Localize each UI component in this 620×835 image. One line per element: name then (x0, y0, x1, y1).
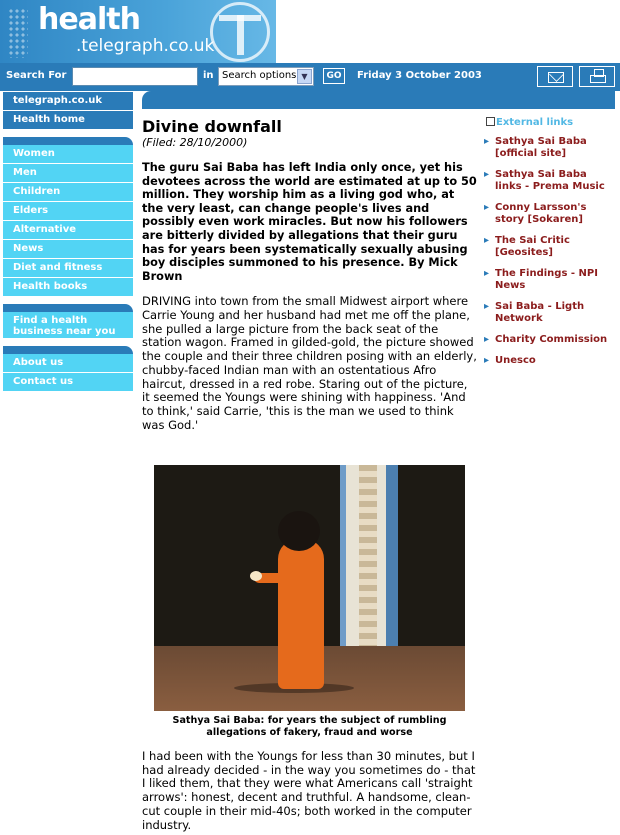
external-link[interactable] (484, 355, 616, 367)
triangle-bullet-icon: ▸ (484, 355, 490, 366)
external-link[interactable] (484, 334, 616, 346)
external-links-sidebar (484, 117, 616, 367)
triangle-bullet-icon: ▸ (484, 169, 490, 180)
nav-section-cap (3, 346, 133, 354)
nav-item-news[interactable]: News (3, 240, 133, 258)
nav-health-home[interactable]: Health home (3, 111, 133, 129)
article-filed-date: (Filed: 28/10/2000) (142, 136, 248, 149)
nav-item-find-business[interactable] (3, 312, 133, 338)
external-link-label: Unesco (495, 355, 536, 366)
article-paragraph: I had been with the Youngs for less than 30 minutes, but I had already decided - in the way you sometimes do - that I liked them, that they were what Americans call 'straight arrows': honest, decent and truthful. A handsome, clean-cut couple in their mid-40s; both worked in the computer industry. (142, 749, 476, 832)
article-paragraph: DRIVING into town from the small Midwest airport where Carrie Young and her husband had met me off the plane, she pulled a large picture from the back seat of the station wagon. Framed in gilded-gold, the picture showed the couple and their three children posing with an elderly, chubby-faced Indian man with an ostentatious Afro haircut, dressed in a red robe. Staring out of the picture, it seemed the Youngs were shining with happiness. 'And to think,' said Carrie, 'this is the man we used to think was God.' (142, 294, 477, 432)
external-link-label: Conny Larsson's story [Sokaren] (495, 202, 587, 225)
nav-item-men[interactable]: Men (3, 164, 133, 182)
article-title: Divine downfall (142, 117, 282, 136)
external-link[interactable] (484, 136, 616, 160)
photo-hand-glow (250, 571, 262, 581)
nav-footer-group (3, 346, 133, 391)
left-navigation (3, 92, 133, 392)
photo-figure-head (278, 511, 320, 551)
article-photo (154, 465, 465, 711)
telegraph-t-icon (210, 2, 270, 62)
current-date: Friday 3 October 2003 (357, 70, 482, 81)
envelope-icon (548, 72, 564, 83)
external-link-label: Sai Baba - Ligth Network (495, 301, 585, 324)
photo-caption: Sathya Sai Baba: for years the subject of rumbling allegations of fakery, fraud and worse (172, 715, 447, 738)
external-link-label: Charity Commission (495, 334, 608, 345)
triangle-bullet-icon: ▸ (484, 136, 490, 147)
checkbox-icon (486, 117, 495, 126)
printer-icon (590, 75, 606, 83)
logo-word: health (38, 2, 140, 37)
external-link[interactable] (484, 301, 616, 325)
photo-robed-figure (278, 539, 324, 689)
go-button[interactable]: GO (323, 68, 345, 84)
search-bar (0, 63, 620, 91)
external-link[interactable] (484, 169, 616, 193)
nav-telegraph-home[interactable]: telegraph.co.uk (3, 92, 133, 110)
logo-domain: .telegraph.co.uk (76, 36, 215, 56)
search-options-value: Search options (222, 70, 297, 81)
triangle-bullet-icon: ▸ (484, 301, 490, 312)
nav-business-line2: business near you (13, 326, 116, 337)
nav-business-line1: Find a health (13, 315, 88, 326)
external-link-label: Sathya Sai Baba [official site] (495, 136, 587, 159)
article-continued (142, 750, 480, 832)
triangle-bullet-icon: ▸ (484, 268, 490, 279)
nav-item-women[interactable]: Women (3, 145, 133, 163)
search-options-select[interactable] (218, 67, 314, 86)
search-label: Search For (6, 70, 67, 81)
external-link-label: The Findings - NPI News (495, 268, 598, 291)
nav-item-contact-us[interactable]: Contact us (3, 373, 133, 391)
external-link-label: Sathya Sai Baba links - Prema Music (495, 169, 605, 192)
print-article-button[interactable] (579, 66, 615, 87)
email-article-button[interactable] (537, 66, 573, 87)
external-link[interactable] (484, 268, 616, 292)
triangle-bullet-icon: ▸ (484, 235, 490, 246)
triangle-bullet-icon: ▸ (484, 334, 490, 345)
external-link[interactable] (484, 235, 616, 259)
nav-item-alternative[interactable]: Alternative (3, 221, 133, 239)
nav-section-cap (3, 304, 133, 312)
nav-sections-group (3, 137, 133, 296)
nav-item-health-books[interactable]: Health books (3, 278, 133, 296)
article (142, 118, 478, 432)
content-header-band (142, 91, 615, 109)
nav-item-about-us[interactable]: About us (3, 354, 133, 372)
logo-dots-decoration (8, 8, 28, 58)
nav-item-elders[interactable]: Elders (3, 202, 133, 220)
triangle-bullet-icon: ▸ (484, 202, 490, 213)
article-standfirst: The guru Sai Baba has left India only once, yet his devotees across the world are estimated at up to 50 million. They worship him as a living god who, at the very least, can change people's lives and possibly even work miracles. But now his followers are bitterly divided by allegations that their guru has for years been systematically sexually abusing boy disciples summoned to his presence. By Mick Brown (142, 161, 477, 283)
external-links-header (484, 117, 616, 128)
photo-pillar-edge (386, 465, 398, 665)
search-input[interactable] (72, 67, 198, 86)
external-link[interactable] (484, 202, 616, 226)
nav-item-diet-fitness[interactable]: Diet and fitness (3, 259, 133, 277)
nav-section-cap (3, 137, 133, 145)
search-in-label: in (203, 70, 214, 81)
photo-pillar-carving (359, 465, 377, 653)
chevron-down-icon: ▼ (297, 69, 312, 84)
nav-item-children[interactable]: Children (3, 183, 133, 201)
nav-business-group (3, 304, 133, 338)
external-link-label: The Sai Critic [Geosites] (495, 235, 570, 258)
site-logo[interactable] (0, 0, 276, 64)
external-links-title: External links (496, 117, 574, 128)
